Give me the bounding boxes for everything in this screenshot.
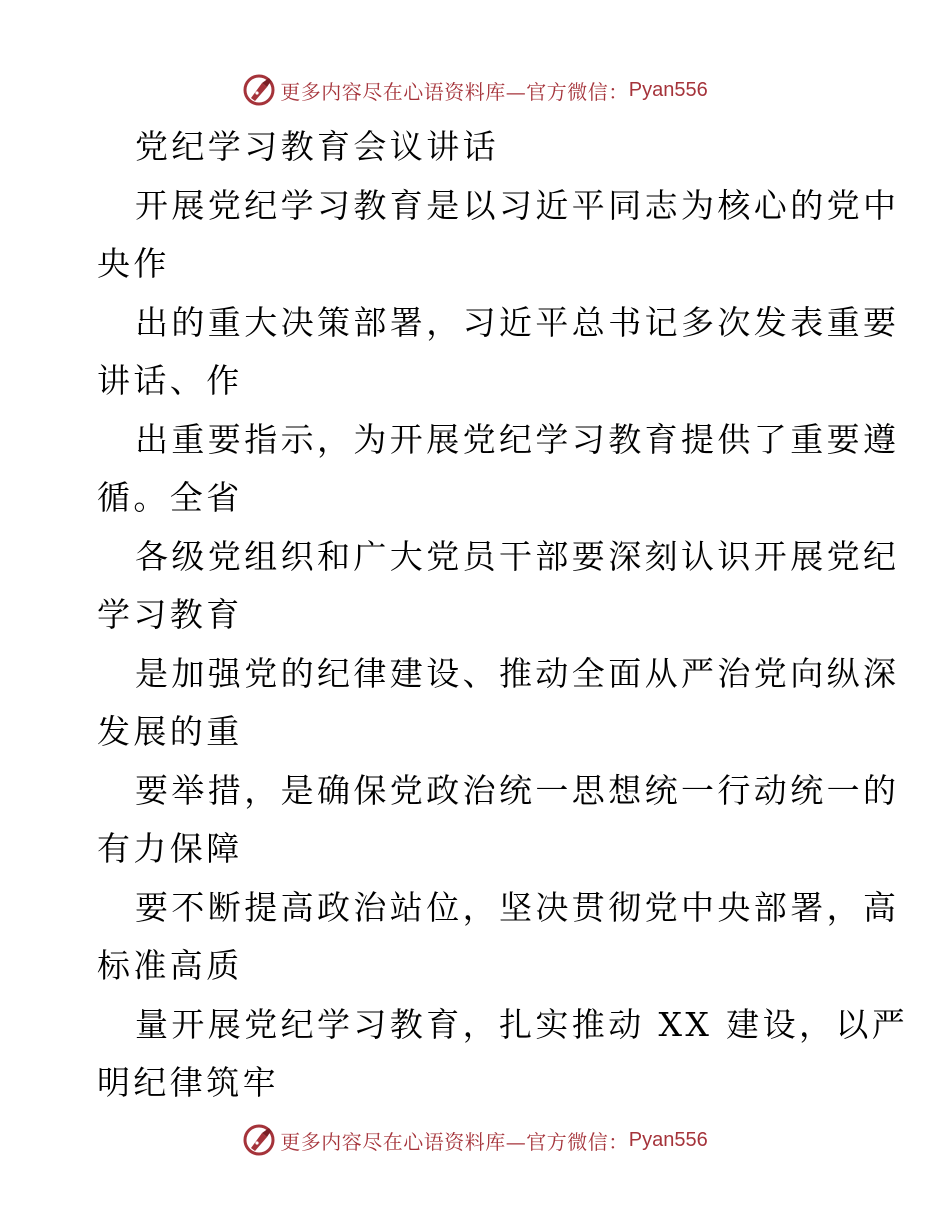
paragraph-line: 要举措，是确保党政治统一思想统一行动统一的 <box>135 770 900 810</box>
paragraph-line: 出重要指示，为开展党纪学习教育提供了重要遵 <box>135 419 900 459</box>
paragraph-line: 要不断提高政治站位，坚决贯彻党中央部署，高 <box>135 887 900 927</box>
paragraph-line: 开展党纪学习教育是以习近平同志为核心的党中 <box>135 185 900 225</box>
pen-nib-circle-logo-icon <box>242 73 276 107</box>
paragraph-line: 出的重大决策部署，习近平总书记多次发表重要 <box>135 302 900 342</box>
header-banner <box>0 70 950 110</box>
document-body <box>97 118 909 1113</box>
document-title: 党纪学习教育会议讲话 <box>135 127 499 166</box>
paragraph-line: 学习教育 <box>97 595 243 634</box>
paragraph-line: 是加强党的纪律建设、推动全面从严治党向纵深 <box>135 653 900 693</box>
paragraph-line: 量开展党纪学习教育，扎实推动 XX 建设，以严 <box>135 1004 909 1044</box>
banner-wechat-id: Pyan556 <box>628 1128 708 1151</box>
paragraph-line: 有力保障 <box>97 829 243 868</box>
banner-wechat-id: Pyan556 <box>628 78 708 101</box>
pen-nib-circle-logo-icon <box>242 1123 276 1157</box>
paragraph-line: 各级党组织和广大党员干部要深刻认识开展党纪 <box>135 536 900 576</box>
paragraph-line: 标准高质 <box>97 946 243 985</box>
banner-text: 更多内容尽在心语资料库—官方微信： <box>280 79 629 104</box>
footer-banner <box>0 1120 950 1160</box>
paragraph-line: 央作 <box>97 244 170 283</box>
paragraph-line: 循。全省 <box>97 478 243 517</box>
paragraph-line: 明纪律筑牢 <box>97 1063 279 1102</box>
paragraph-line: 讲话、作 <box>97 361 243 400</box>
paragraph-line: 发展的重 <box>97 712 243 751</box>
banner-text: 更多内容尽在心语资料库—官方微信： <box>280 1129 629 1154</box>
